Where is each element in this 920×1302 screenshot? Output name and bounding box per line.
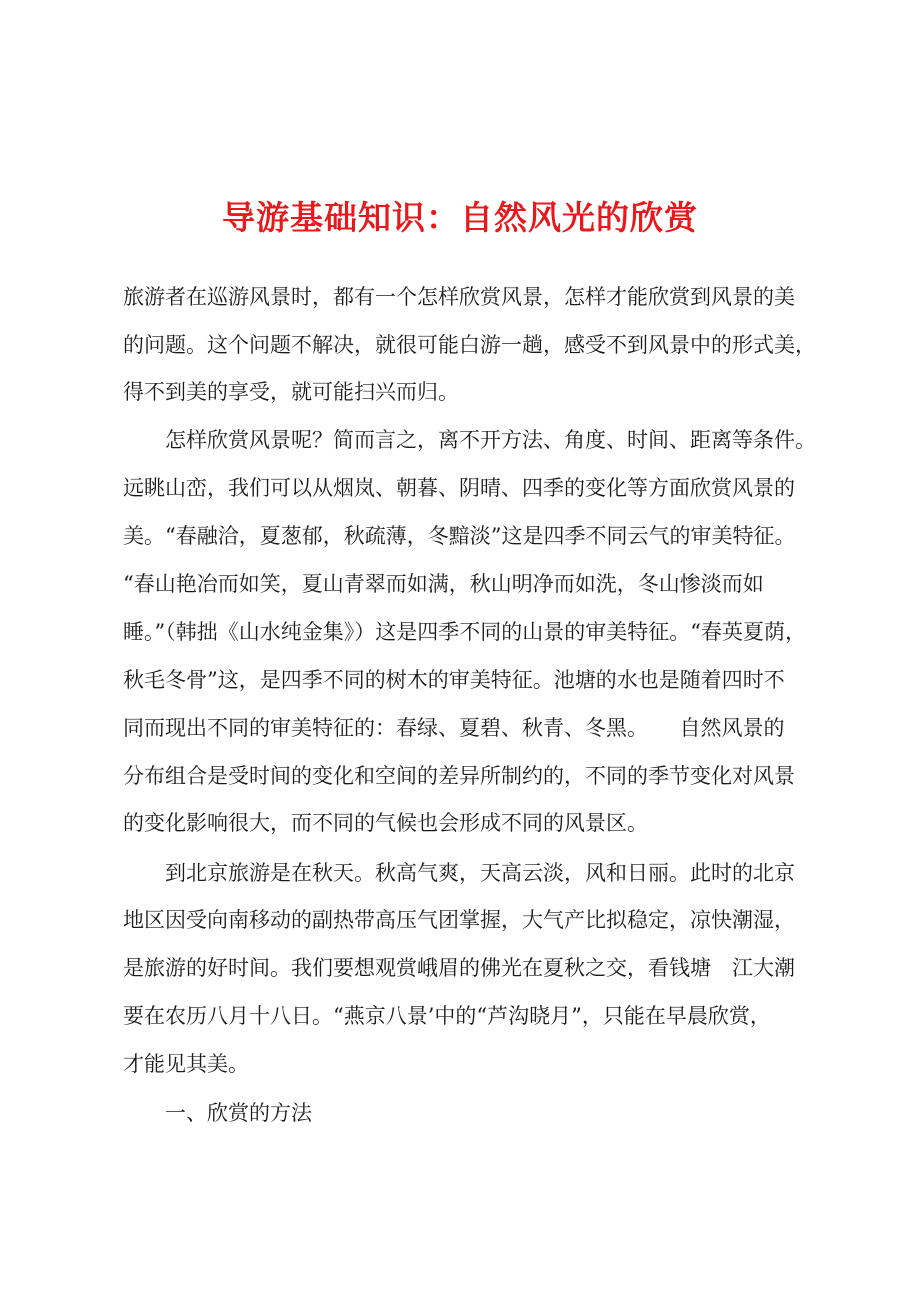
paragraph-3-line-3: 是旅游的好时间。我们要想观赏峨眉的佛光在夏秋之交，看钱塘 江大潮 [123,956,795,980]
paragraph-2-line-4: “春山艳冶而如笑，夏山青翠而如满，秋山明净而如洗，冬山惨淡而如 [123,572,764,596]
paragraph-3-line-2: 地区因受向南移动的副热带高压气团掌握，大气产比拟稳定，凉快潮湿， [123,908,795,932]
paragraph-3-line-5: 才能见其美。 [123,1052,249,1076]
section-heading: 一、欣赏的方法 [165,1101,312,1125]
paragraph-2-line-2: 远眺山峦，我们可以从烟岚、朝暮、阴晴、四季的变化等方面欣赏风景的 [123,476,795,500]
paragraph-2-line-5: 睡。”（韩拙《山水纯金集》）这是四季不同的山景的审美特征。“春英夏荫， [123,620,806,644]
paragraph-3-line-1: 到北京旅游是在秋天。秋高气爽，天高云淡，风和日丽。此时的北京 [165,861,795,885]
paragraph-1-line-2: 的问题。这个问题不解决，就很可能白游一趟，感受不到风景中的形式美， [123,333,816,357]
paragraph-2-line-7: 同而现出不同的审美特征的：春绿、夏碧、秋青、冬黑。 自然风景的 [123,716,785,740]
paragraph-1-line-3: 得不到美的享受，就可能扫兴而归。 [123,380,459,404]
paragraph-2-line-1: 怎样欣赏风景呢？简而言之，离不开方法、角度、时间、距离等条件。 [165,428,816,452]
paragraph-2-line-6: 秋毛冬骨”这，是四季不同的树木的审美特征。池塘的水也是随着四时不 [123,668,785,692]
document-title: 导游基础知识：自然风光的欣赏 [222,198,698,237]
paragraph-3-line-4: 要在农历八月十八日。“燕京八景’中的“芦沟晓月”，只能在早晨欣赏， [123,1004,771,1028]
paragraph-2-line-8: 分布组合是受时间的变化和空间的差异所制约的，不同的季节变化对风景 [123,764,795,788]
paragraph-2-line-9: 的变化影响很大，而不同的气候也会形成不同的风景区。 [123,811,648,835]
paragraph-1-line-1: 旅游者在巡游风景时，都有一个怎样欣赏风景，怎样才能欣赏到风景的美 [123,285,795,309]
paragraph-2-line-3: 美。“春融洽，夏葱郁，秋疏薄，冬黯淡”这是四季不同云气的审美特征。 [123,524,796,548]
